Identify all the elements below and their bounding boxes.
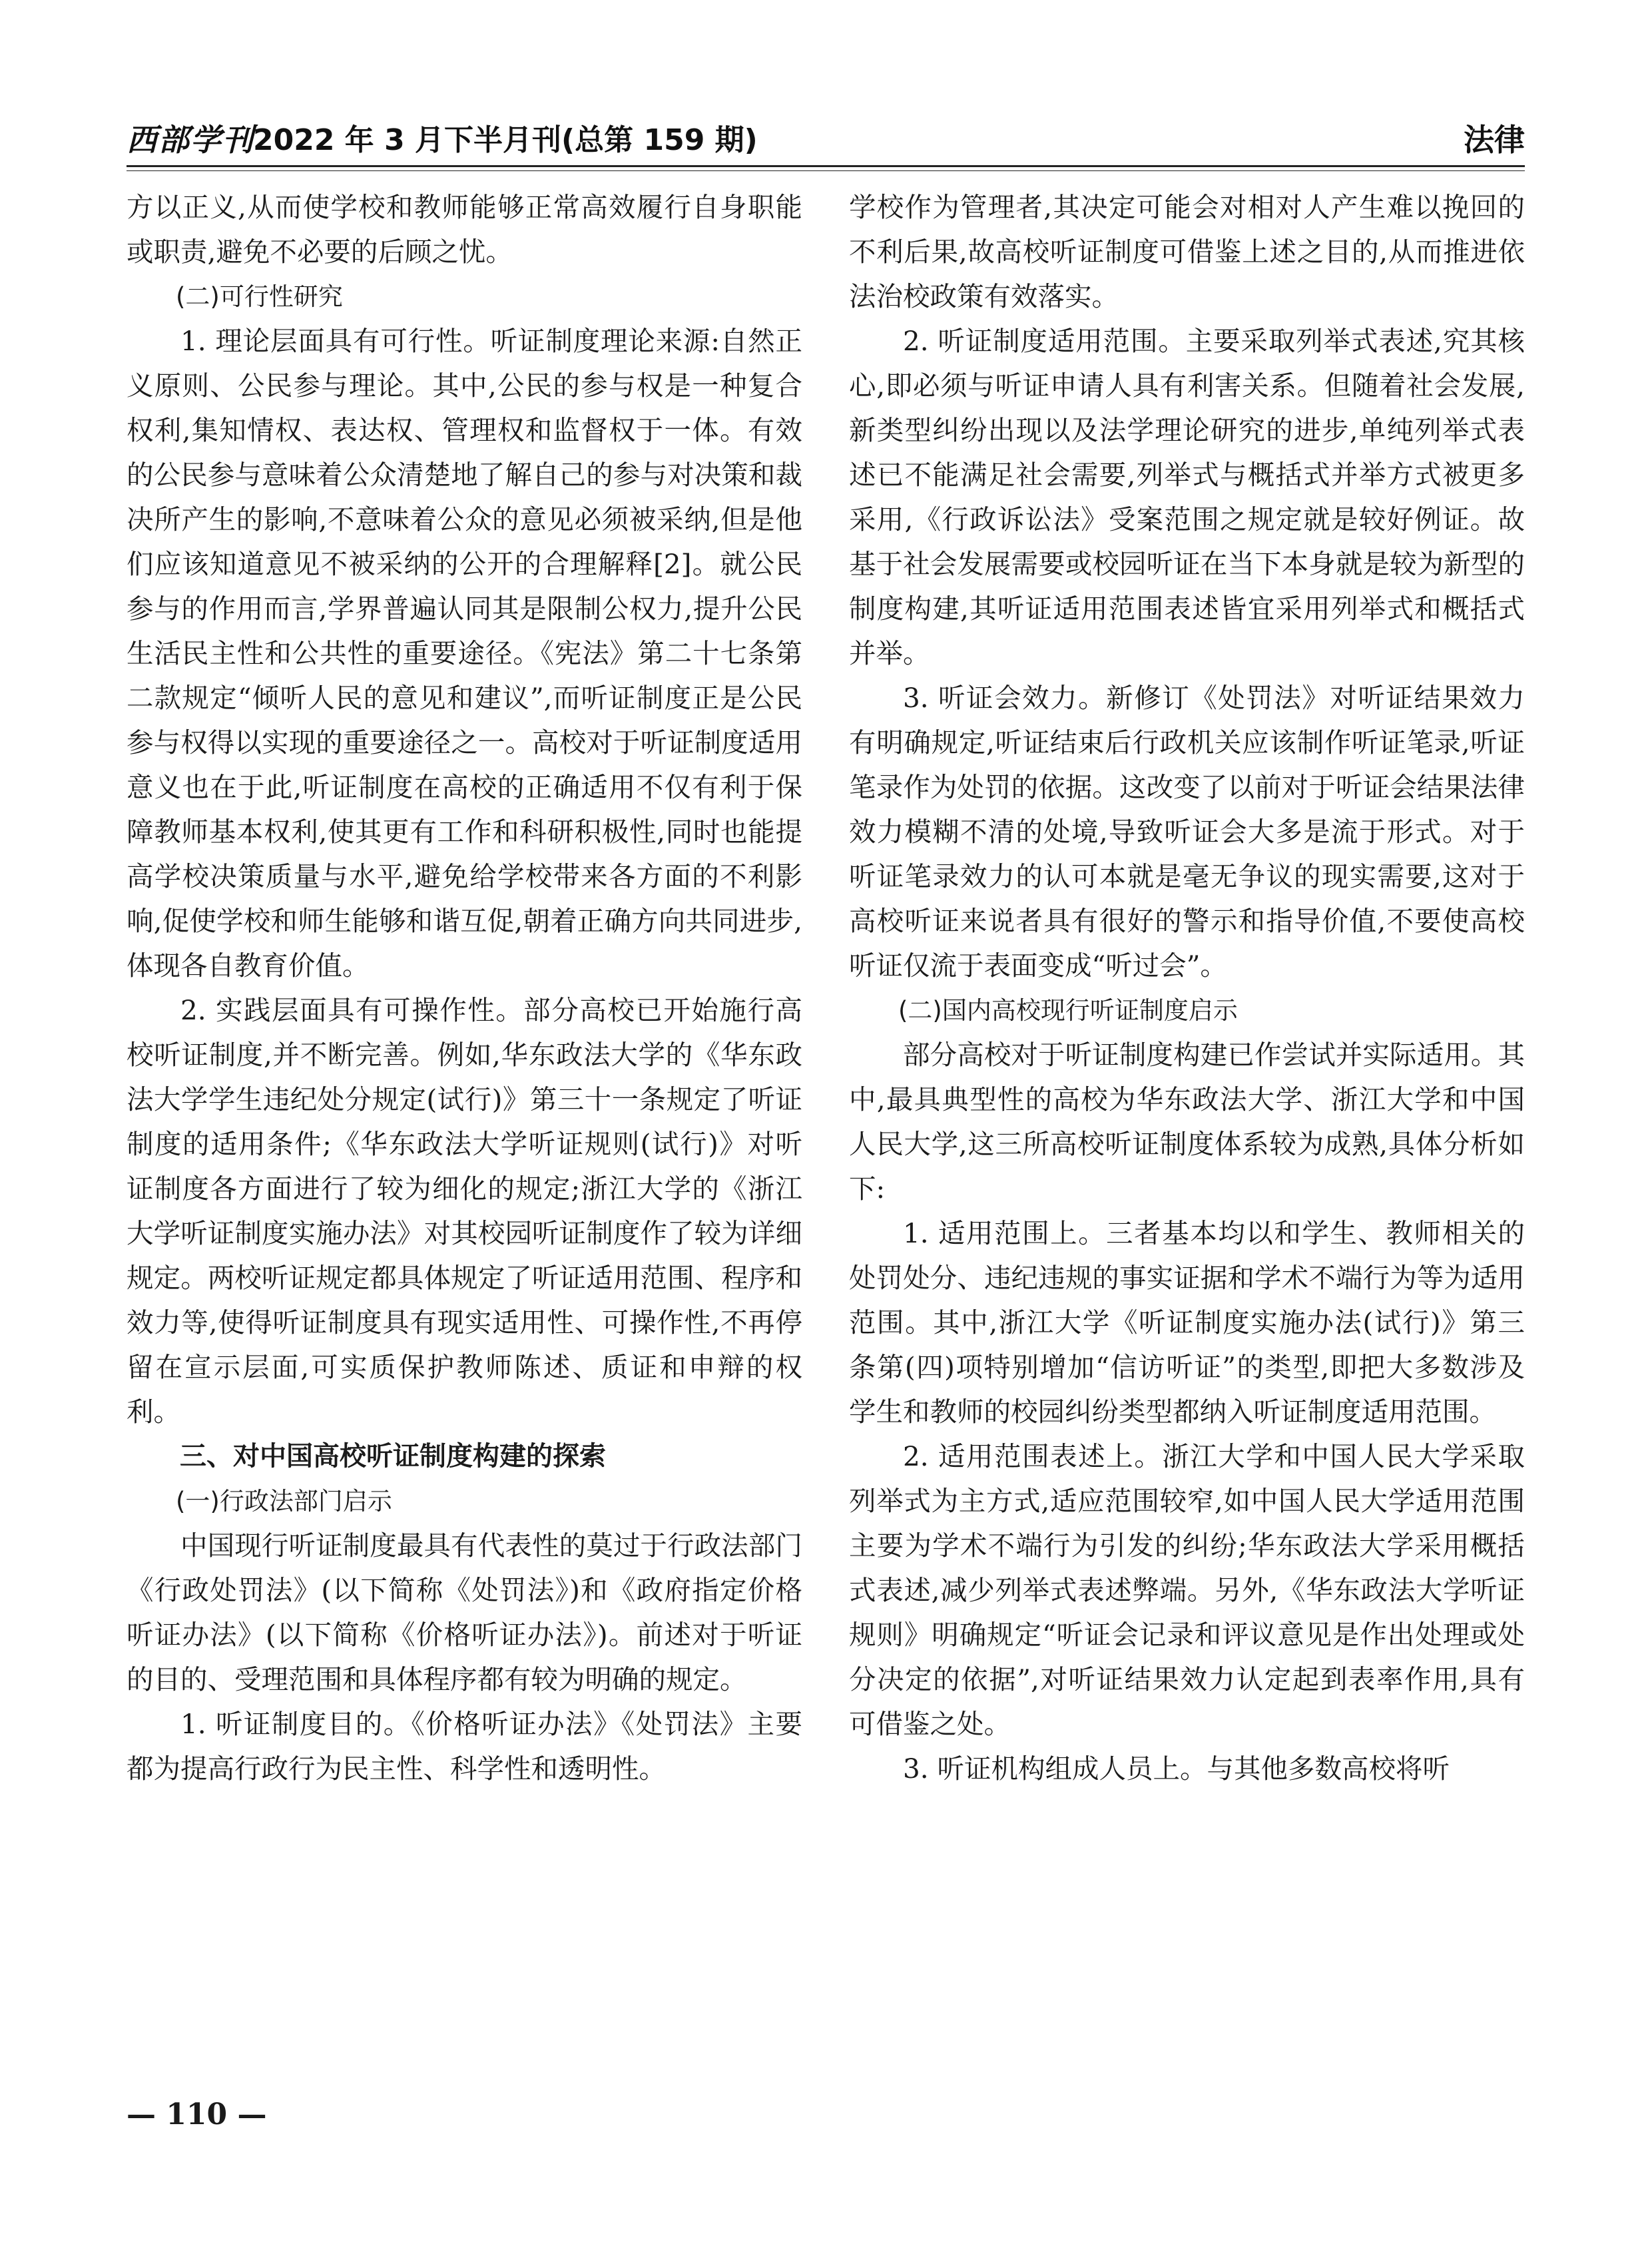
- section-heading: 三、对中国高校听证制度构建的探索: [180, 1441, 606, 1472]
- subsection-heading: (二)国内高校现行听证制度启示: [898, 996, 1238, 1025]
- header-rule: [127, 165, 1525, 171]
- paragraph: 1. 听证制度目的。《价格听证办法》《处罚法》主要都为提高行政行为民主性、科学性和透明性。: [127, 1708, 802, 1785]
- paragraph: 2. 适用范围表述上。浙江大学和中国人民大学采取列举式为主方式,适应范围较窄,如中国人民大学适用范围主要为学术不端行为引发的纠纷;华东政法大学采用概括式表述,减少列举式表述弊端。另外,《华东政法大学听证规则》明确规定“听证会记录和评议意见是作出处理或处分决定的依据”,对听证结果效力认定起到表率作用,具有可借鉴之处。: [849, 1440, 1525, 1740]
- paragraph: 3. 听证机构组成人员上。与其他多数高校将听: [903, 1753, 1450, 1785]
- running-header: [127, 107, 1525, 166]
- paragraph: 中国现行听证制度最具有代表性的莫过于行政法部门《行政处罚法》(以下简称《处罚法》)和《政府指定价格听证办法》(以下简称《价格听证办法》)。前述对于听证的目的、受理范围和具体程序都有较为明确的规定。: [127, 1530, 802, 1695]
- paragraph: 部分高校对于听证制度构建已作尝试并实际适用。其中,最具典型性的高校为华东政法大学、浙江大学和中国人民大学,这三所高校听证制度体系较为成熟,具体分析如下:: [849, 1039, 1525, 1205]
- page-number: — 110 —: [127, 2098, 267, 2131]
- paragraph: 1. 理论层面具有可行性。听证制度理论来源:自然正义原则、公民参与理论。其中,公民的参与权是一种复合权利,集知情权、表达权、管理权和监督权于一体。有效的公民参与意味着公众清楚地了解自己的参与对决策和裁决所产生的影响,不意味着公众的意见必须被采纳,但是他们应该知道意见不被采纳的公开的合理解释[2]。就公民参与的作用而言,学界普遍认同其是限制公权力,提升公民生活民主性和公共性的重要途径。《宪法》第二十七条第二款规定“倾听人民的意见和建议”,而听证制度正是公民参与权得以实现的重要途径之一。高校对于听证制度适用意义也在于此,听证制度在高校的正确适用不仅有利于保障教师基本权利,使其更有工作和科研积极性,同时也能提高学校决策质量与水平,避免给学校带来各方面的不利影响,促使学校和师生能够和谐互促,朝着正确方向共同进步,体现各自教育价值。: [127, 325, 802, 981]
- journal-logo: 西部学刊: [127, 122, 254, 158]
- right-column: [849, 185, 1525, 1791]
- subsection-heading: (二)可行性研究: [176, 282, 343, 311]
- paragraph-continuation: 学校作为管理者,其决定可能会对相对人产生难以挽回的不利后果,故高校听证制度可借鉴上述之目的,从而推进依法治校政策有效落实。: [849, 191, 1525, 312]
- paragraph: 1. 适用范围上。三者基本均以和学生、教师相关的处罚处分、违纪违规的事实证据和学术不端行为等为适用范围。其中,浙江大学《听证制度实施办法(试行)》第三条第(四)项特别增加“信访听证”的类型,即把大多数涉及学生和教师的校园纠纷类型都纳入听证制度适用范围。: [849, 1217, 1525, 1428]
- paragraph: 2. 实践层面具有可操作性。部分高校已开始施行高校听证制度,并不断完善。例如,华东政法大学的《华东政法大学学生违纪处分规定(试行)》第三十一条规定了听证制度的适用条件;《华东政法大学听证规则(试行)》对听证制度各方面进行了较为细化的规定;浙江大学的《浙江大学听证制度实施办法》对其校园听证制度作了较为详细规定。两校听证规定都具体规定了听证适用范围、程序和效力等,使得听证制度具有现实适用性、可操作性,不再停留在宣示层面,可实质保护教师陈述、质证和申辩的权利。: [127, 994, 802, 1428]
- paragraph-continuation: 方以正义,从而使学校和教师能够正常高效履行自身职能或职责,避免不必要的后顾之忧。: [127, 191, 802, 268]
- left-column: [127, 185, 802, 1791]
- issue-info: 2022 年 3 月下半月刊(总第 159 期): [253, 123, 758, 157]
- paragraph: 2. 听证制度适用范围。主要采取列举式表述,究其核心,即必须与听证申请人具有利害关系。但随着社会发展,新类型纠纷出现以及法学理论研究的进步,单纯列举式表述已不能满足社会需要,列举式与概括式并举方式被更多采用,《行政诉讼法》受案范围之规定就是较好例证。故基于社会发展需要或校园听证在当下本身就是较为新型的制度构建,其听证适用范围表述皆宜采用列举式和概括式并举。: [849, 325, 1525, 669]
- paragraph: 3. 听证会效力。新修订《处罚法》对听证结果效力有明确规定,听证结束后行政机关应该制作听证笔录,听证笔录作为处罚的依据。这改变了以前对于听证会结果法律效力模糊不清的处境,导致听证会大多是流于形式。对于听证笔录效力的认可本就是毫无争议的现实需要,这对于高校听证来说者具有很好的警示和指导价值,不要使高校听证仅流于表面变成“听过会”。: [849, 682, 1525, 981]
- section-label: 法律: [1464, 122, 1525, 158]
- subsection-heading: (一)行政法部门启示: [176, 1487, 392, 1516]
